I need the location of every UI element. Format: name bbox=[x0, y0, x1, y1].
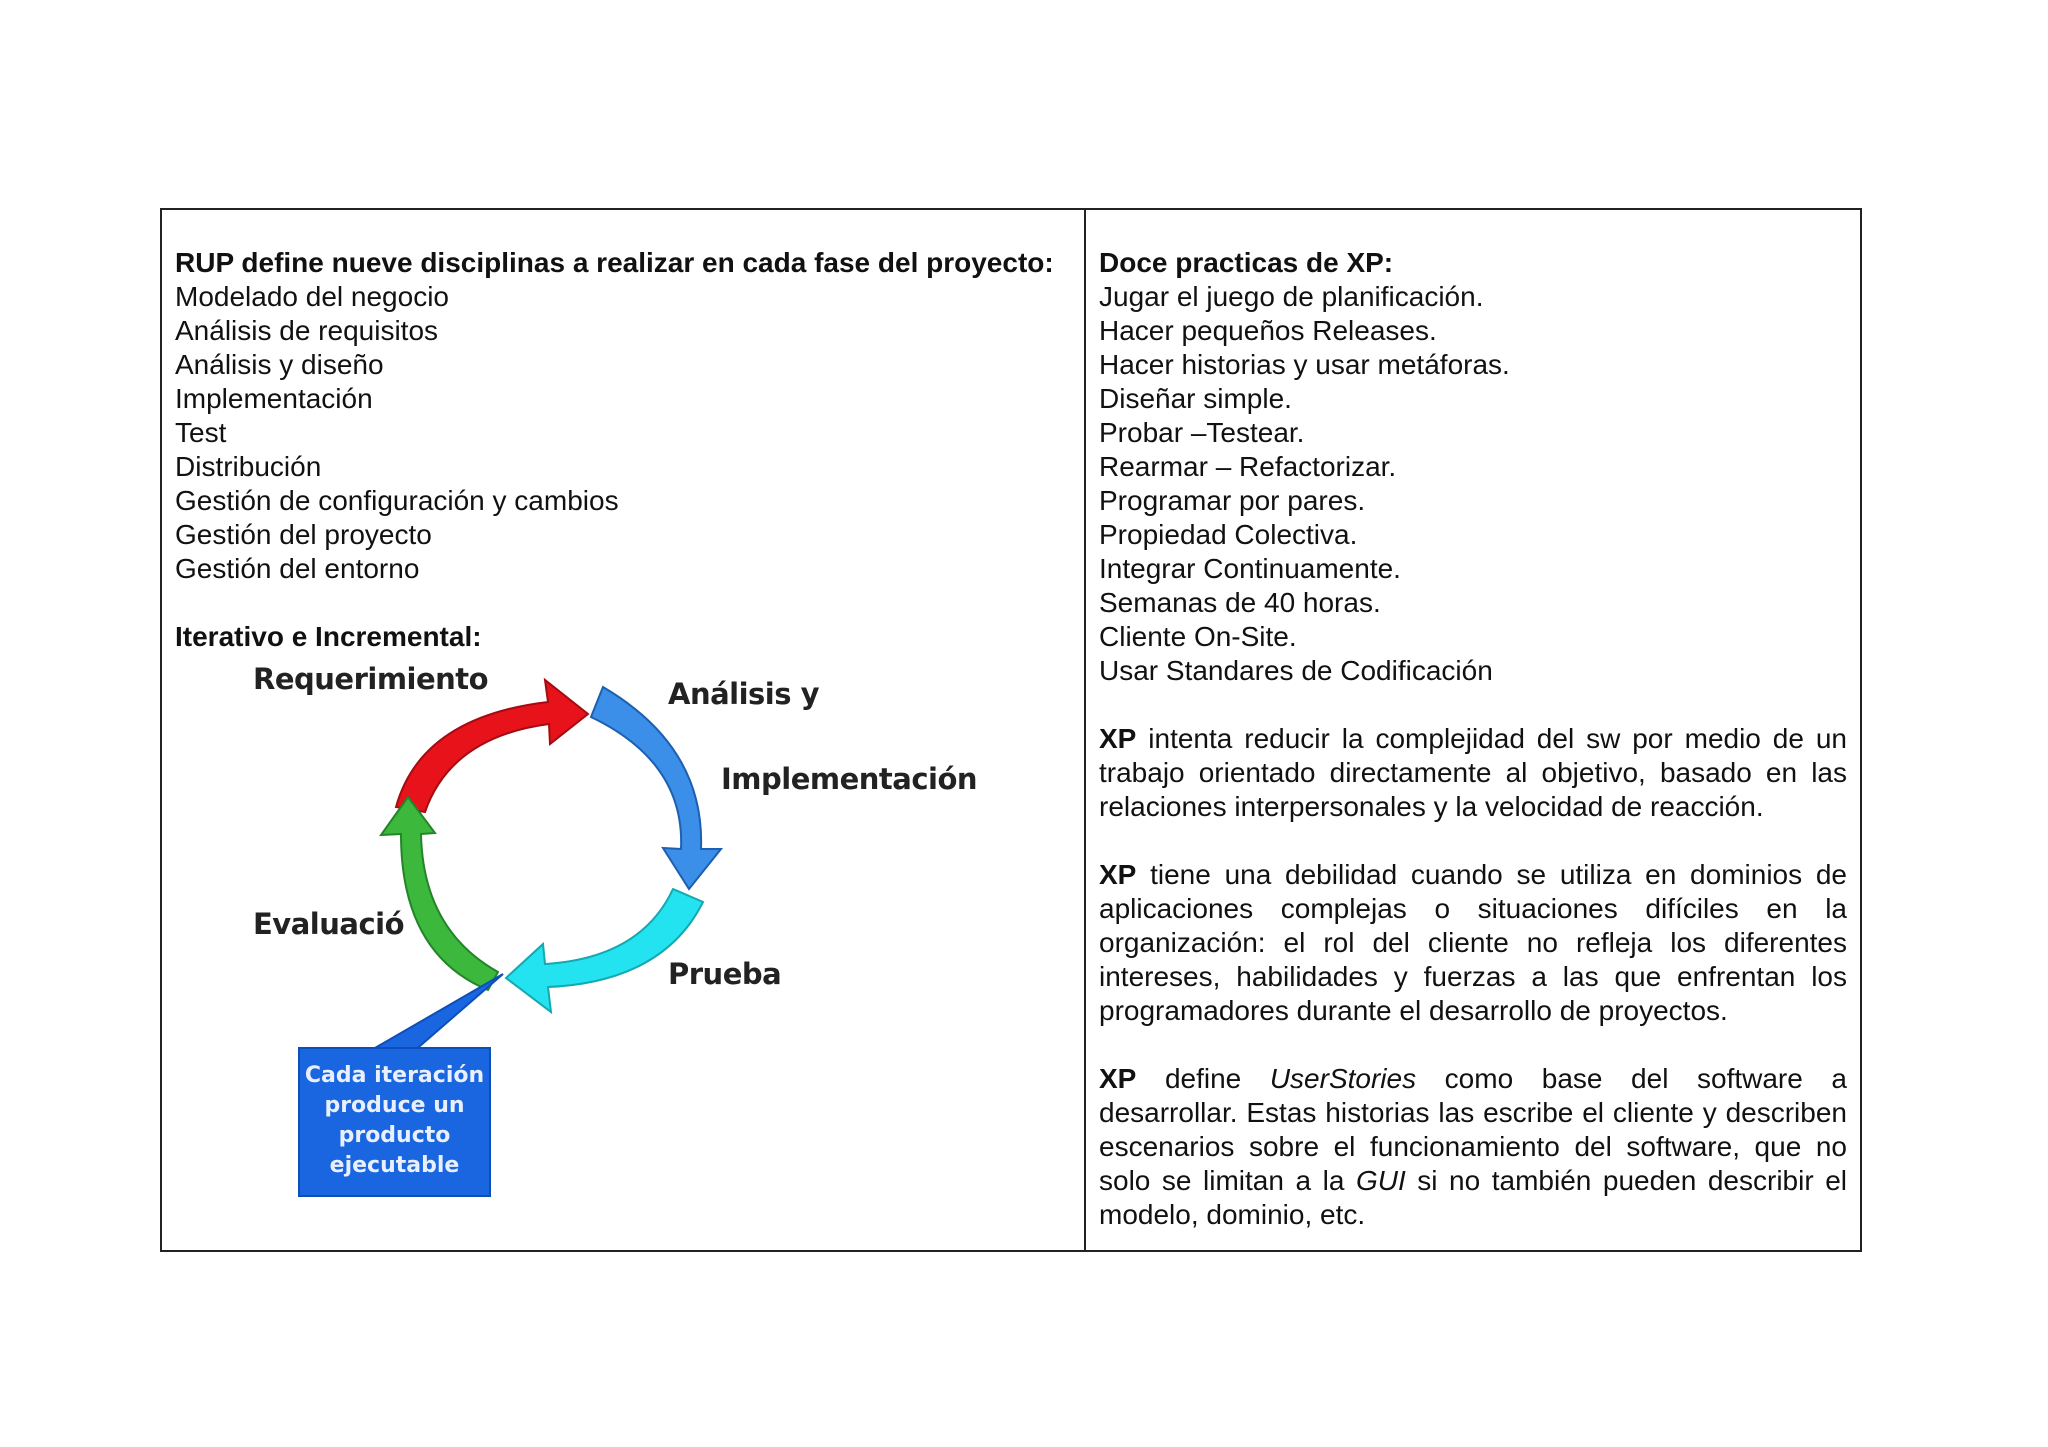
discipline-item: Gestión del entorno bbox=[175, 553, 420, 584]
discipline-item: Modelado del negocio bbox=[175, 281, 449, 312]
callout-line: Cada iteración bbox=[304, 1063, 485, 1088]
discipline-item: Implementación bbox=[175, 383, 373, 414]
paragraph-text: intenta reducir la complejidad del sw por medio de un trabajo orientado directamente al objetivo, basado en las relaciones interpersonales y la velocidad de reacción. bbox=[1099, 723, 1847, 822]
evaluacion-label: Evaluació bbox=[253, 907, 404, 941]
paragraph-text: como base del software a desarrollar. Estas historias las escribe el cliente y describen escenarios sobre el funcionamiento del software, que no solo se limitan a la bbox=[1099, 1063, 1847, 1196]
prueba-label: Prueba bbox=[668, 957, 782, 991]
iteration-cycle-diagram bbox=[253, 662, 978, 1212]
xp-paragraph-2 bbox=[1099, 858, 1847, 1028]
discipline-item: Gestión de configuración y cambios bbox=[175, 485, 619, 516]
practice-item: Hacer historias y usar metáforas. bbox=[1099, 349, 1510, 380]
practice-item: Diseñar simple. bbox=[1099, 383, 1292, 414]
discipline-item: Gestión del proyecto bbox=[175, 519, 432, 550]
rup-column bbox=[162, 210, 1086, 1250]
requerimiento-label: Requerimiento bbox=[253, 662, 489, 696]
discipline-item: Análisis de requisitos bbox=[175, 315, 439, 346]
callout-line: producto bbox=[338, 1123, 451, 1148]
practice-item: Hacer pequeños Releases. bbox=[1099, 315, 1437, 346]
gui-term: GUI bbox=[1355, 1165, 1406, 1196]
paragraph-text: tiene una debilidad cuando se utiliza en dominios de aplicaciones complejas o situaciones difíciles en la organización: el rol del cliente no refleja los diferentes intereses, habilidades y fuerzas a las que enfrentan los programadores durante el desarrollo de proyectos. bbox=[1099, 859, 1847, 1026]
paragraph-text: define bbox=[1136, 1063, 1270, 1094]
xp-paragraph-3 bbox=[1099, 1062, 1847, 1232]
evaluacion-arrow bbox=[381, 797, 498, 990]
userstories-term: UserStories bbox=[1269, 1063, 1417, 1094]
discipline-item: Distribución bbox=[175, 451, 322, 482]
xp-paragraph-1 bbox=[1099, 722, 1847, 824]
comparison-table bbox=[160, 208, 1862, 1252]
requerimiento-arrow bbox=[396, 680, 588, 812]
practice-item: Probar –Testear. bbox=[1099, 417, 1305, 448]
xp-column bbox=[1086, 210, 1860, 1250]
discipline-item: Análisis y diseño bbox=[175, 349, 384, 380]
xp-bold: XP bbox=[1099, 859, 1137, 890]
iteration-callout bbox=[298, 1047, 491, 1197]
analisis-label: Análisis y bbox=[668, 677, 820, 711]
practice-item: Propiedad Colectiva. bbox=[1099, 519, 1358, 550]
practice-item: Jugar el juego de planificación. bbox=[1099, 281, 1484, 312]
xp-heading: Doce practicas de XP: bbox=[1099, 247, 1394, 278]
iterative-heading: Iterativo e Incremental: bbox=[175, 621, 482, 652]
implementacion-label: Implementación bbox=[721, 762, 978, 796]
practice-item: Cliente On-Site. bbox=[1099, 621, 1297, 652]
practice-item: Integrar Continuamente. bbox=[1099, 553, 1401, 584]
practice-item: Rearmar – Refactorizar. bbox=[1099, 451, 1397, 482]
prueba-arrow bbox=[506, 889, 703, 1012]
practice-item: Programar por pares. bbox=[1099, 485, 1366, 516]
rup-heading: RUP define nueve disciplinas a realizar en cada fase del proyecto: bbox=[175, 247, 1054, 278]
xp-bold: XP bbox=[1099, 723, 1137, 754]
xp-bold: XP bbox=[1099, 1063, 1137, 1094]
paragraph-text: si no también pueden describir el modelo, dominio, etc. bbox=[1099, 1165, 1847, 1230]
callout-line: ejecutable bbox=[329, 1153, 460, 1178]
callout-pointer bbox=[368, 974, 503, 1052]
practice-item: Usar Standares de Codificación bbox=[1099, 655, 1493, 686]
practice-item: Semanas de 40 horas. bbox=[1099, 587, 1381, 618]
discipline-item: Test bbox=[175, 417, 227, 448]
callout-line: produce un bbox=[324, 1093, 465, 1118]
analisis-arrow bbox=[591, 687, 721, 889]
